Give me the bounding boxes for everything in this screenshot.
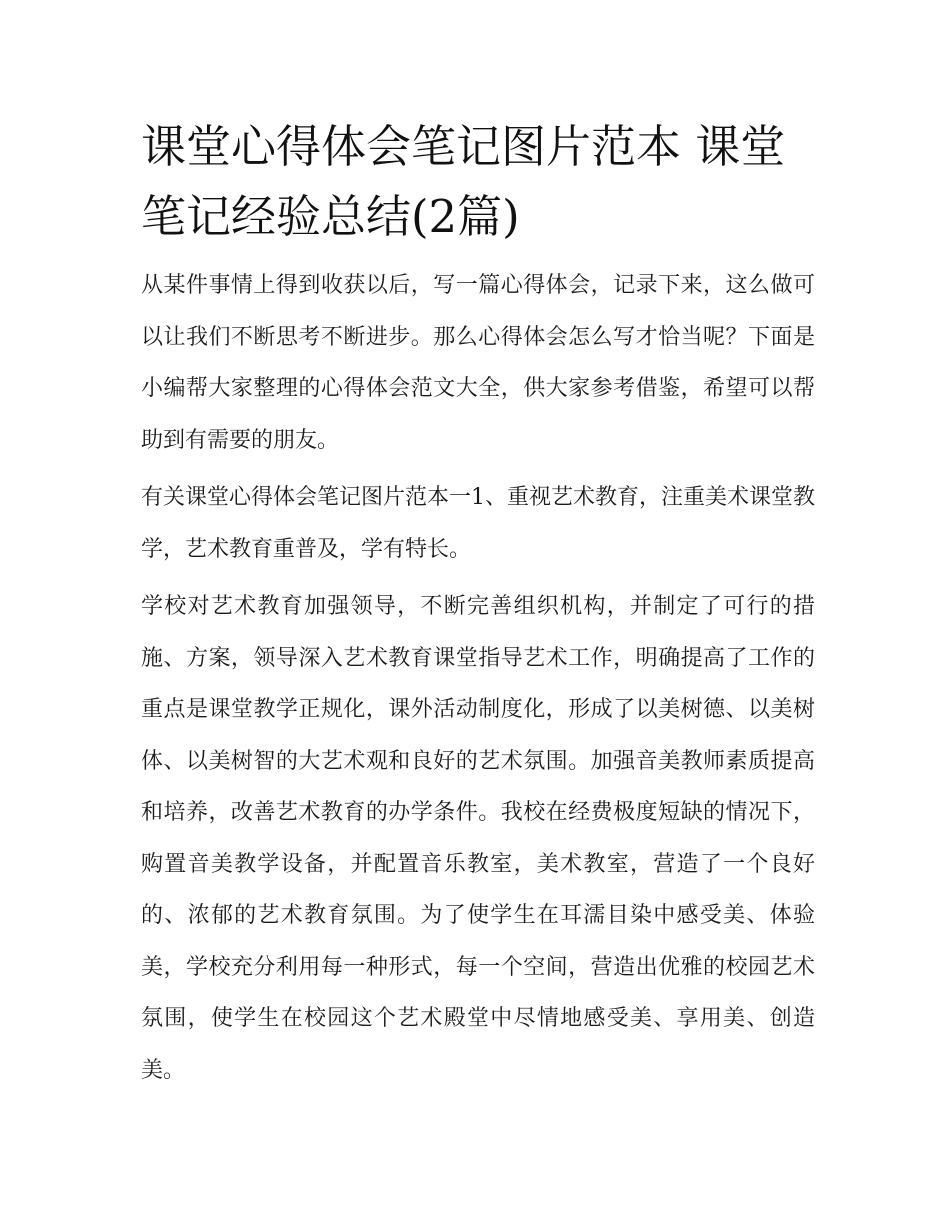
document-body — [141, 112, 815, 1096]
section-heading-paragraph: 有关课堂心得体会笔记图片范本一1、重视艺术教育，注重美术课堂教学，艺术教育重普及，学有特长。 — [141, 485, 815, 562]
intro-paragraph: 从某件事情上得到收获以后，写一篇心得体会，记录下来，这么做可以让我们不断思考不断进步。那么心得体会怎么写才恰当呢？下面是小编帮大家整理的心得体会范文大全，供大家参考借鉴，希望可以帮助到有需要的朋友。 — [141, 273, 815, 453]
body-paragraph: 学校对艺术教育加强领导，不断完善组织机构，并制定了可行的措施、方案，领导深入艺术教育课堂指导艺术工作，明确提高了工作的重点是课堂教学正规化，课外活动制度化，形成了以美树德、以美树体、以美树智的大艺术观和良好的艺术氛围。加强音美教师素质提高和培养，改善艺术教育的办学条件。我校在经费极度短缺的情况下，购置音美教学设备，并配置音乐教室，美术教室，营造了一个良好的、浓郁的艺术教育氛围。为了使学生在耳濡目染中感受美、体验美，学校充分利用每一种形式，每一个空间，营造出优雅的校园艺术氛围，使学生在校园这个艺术殿堂中尽情地感受美、享用美、创造美。 — [141, 594, 815, 1083]
document-title: 课堂心得体会笔记图片范本 课堂笔记经验总结(2篇) — [141, 120, 786, 243]
